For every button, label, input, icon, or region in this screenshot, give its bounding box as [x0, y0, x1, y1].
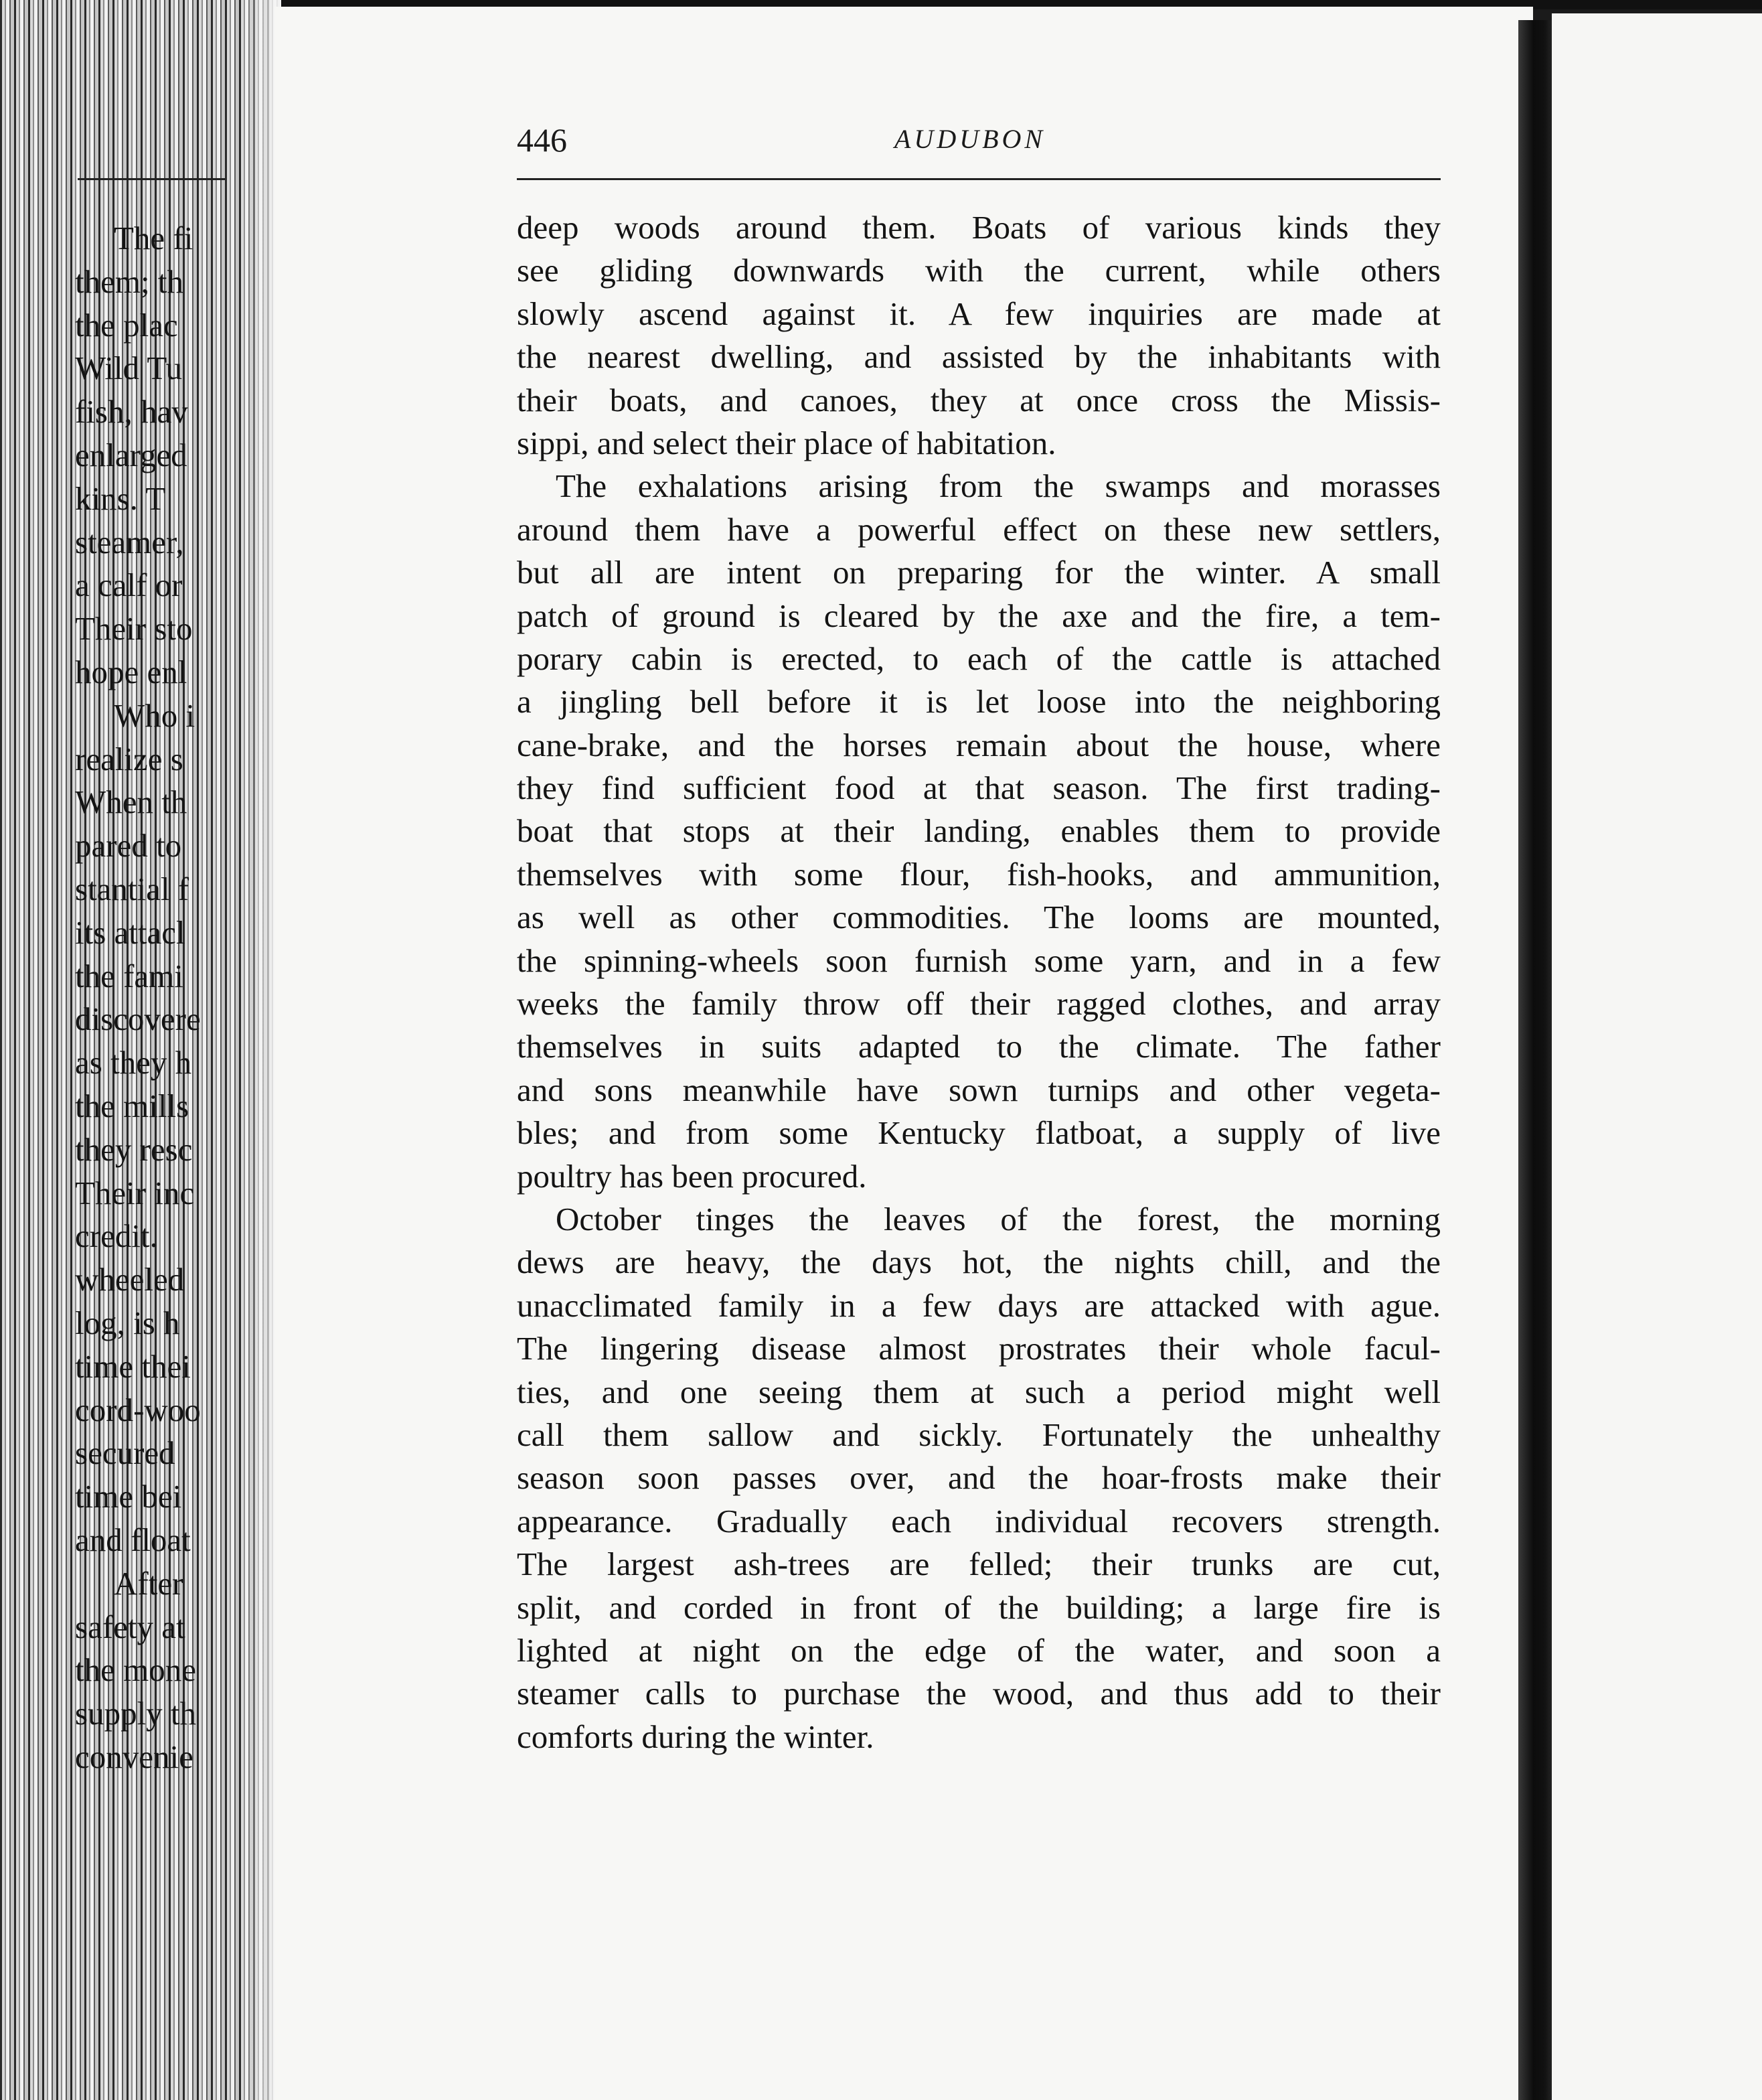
text-line: season soon passes over, and the hoar-frosts make their: [517, 1459, 1441, 1497]
text-line: boat that stops at their landing, enables them to provide: [517, 812, 1441, 850]
text-line-fragment: convenie: [75, 1738, 193, 1775]
text-line: unacclimated family in a few days are attacked with ague.: [517, 1286, 1441, 1324]
text-line-fragment: them; th: [75, 262, 183, 300]
text-line: themselves in suits adapted to the climate. The father: [517, 1028, 1441, 1065]
text-line-fragment: hope enl: [75, 653, 187, 690]
running-head: AUDUBON: [894, 124, 1046, 154]
text-line: they find sufficient food at that season. The first trading-: [517, 769, 1441, 807]
text-line: appearance. Gradually each individual recovers strength.: [517, 1502, 1441, 1540]
text-line: around them have a powerful effect on these new settlers,: [517, 510, 1441, 548]
text-line: cane-brake, and the horses remain about the house, where: [517, 726, 1441, 763]
text-line-fragment: Their inc: [75, 1174, 195, 1211]
text-line-fragment: discovere: [75, 1000, 201, 1038]
text-line-fragment: the mone: [75, 1651, 196, 1689]
text-line: lighted at night on the edge of the water, and soon a: [517, 1631, 1441, 1669]
text-line: their boats, and canoes, they at once cross the Missis-: [517, 381, 1441, 419]
text-line: The largest ash-trees are felled; their trunks are cut,: [517, 1546, 1441, 1583]
text-line-fragment: realize s: [75, 740, 183, 777]
text-line-fragment: log, is h: [75, 1304, 180, 1341]
right-page-body-text: [75, 217, 289, 1779]
text-line: but all are intent on preparing for the winter. A small: [517, 554, 1441, 591]
text-line: call them sallow and sickly. Fortunately the unhealthy: [517, 1416, 1441, 1453]
text-line-fragment: time thei: [75, 1347, 191, 1385]
text-line: slowly ascend against it. A few inquiries are made at: [517, 295, 1441, 332]
text-line-fragment: enlarged: [75, 436, 187, 473]
text-line-fragment: Wild Tu: [75, 350, 183, 387]
text-line-fragment: kins. T: [75, 479, 166, 517]
text-line-fragment: cord-woo: [75, 1391, 201, 1428]
text-line: and sons meanwhile have sown turnips and other vegeta-: [517, 1071, 1441, 1108]
text-line: dews are heavy, the days hot, the nights chill, and the: [517, 1244, 1441, 1281]
text-line-fragment: the fami: [75, 957, 183, 994]
text-line-fragment: they resc: [75, 1130, 193, 1168]
text-line: the nearest dwelling, and assisted by the inhabitants with: [517, 338, 1441, 376]
text-line: comforts during the winter.: [517, 1718, 874, 1755]
book-gutter: [1518, 20, 1556, 2100]
text-line-fragment: Their sto: [75, 610, 193, 648]
text-line-fragment: fish, hav: [75, 393, 188, 431]
header-rule: [517, 178, 1441, 180]
page-number: 446: [517, 121, 567, 159]
text-line-fragment: After: [114, 1564, 183, 1602]
text-line-fragment: a calf or: [75, 567, 183, 604]
text-line-fragment: pared to: [75, 827, 182, 865]
text-line: weeks the family throw off their ragged clothes, and array: [517, 985, 1441, 1023]
text-line-fragment: Who i: [114, 696, 195, 734]
text-line: porary cabin is erected, to each of the cattle is attached: [517, 640, 1441, 677]
text-line: bles; and from some Kentucky flatboat, a supply of live: [517, 1114, 1441, 1152]
text-line-fragment: the plac: [75, 306, 178, 344]
text-line-fragment: stantial f: [75, 870, 189, 907]
text-line: as well as other commodities. The looms are mounted,: [517, 899, 1441, 936]
right-page: [1552, 13, 1762, 2100]
text-line: split, and corded in front of the building; a large fire is: [517, 1588, 1441, 1626]
text-line-fragment: time bei: [75, 1478, 182, 1515]
text-line: a jingling bell before it is let loose into the neighboring: [517, 683, 1441, 721]
text-line-fragment: steamer,: [75, 523, 184, 560]
text-line: ties, and one seeing them at such a period might well: [517, 1373, 1441, 1410]
text-line: The lingering disease almost prostrates their whole facul-: [517, 1330, 1441, 1367]
text-line: the spinning-wheels soon furnish some yarn, and in a few: [517, 942, 1441, 979]
text-line-fragment: wheeled: [75, 1261, 185, 1298]
left-page-body-text: [517, 206, 1441, 1758]
text-line: steamer calls to purchase the wood, and thus add to their: [517, 1675, 1441, 1712]
text-line: see gliding downwards with the current, while others: [517, 252, 1441, 289]
text-line: patch of ground is cleared by the axe and the fire, a tem-: [517, 597, 1441, 634]
text-line-fragment: When th: [75, 783, 187, 821]
text-line-fragment: its attacl: [75, 913, 185, 951]
text-line: October tinges the leaves of the forest, the morning: [556, 1200, 1441, 1238]
text-line-fragment: credit.: [75, 1217, 158, 1255]
text-line-fragment: supply th: [75, 1695, 197, 1732]
text-line: sippi, and select their place of habitation.: [517, 424, 1056, 461]
text-line-fragment: safety at: [75, 1608, 185, 1645]
text-line-fragment: and float: [75, 1521, 191, 1558]
text-line: themselves with some flour, fish-hooks, and ammunition,: [517, 855, 1441, 893]
text-line: The exhalations arising from the swamps and morasses: [556, 467, 1441, 505]
text-line: poultry has been procured.: [517, 1157, 867, 1195]
text-line: deep woods around them. Boats of various kinds they: [517, 209, 1441, 246]
text-line-fragment: The fi: [114, 220, 193, 256]
text-line-fragment: secured: [75, 1434, 175, 1472]
text-line-fragment: as they h: [75, 1044, 192, 1081]
right-page-header-rule: [78, 178, 225, 180]
text-line-fragment: the mills: [75, 1087, 189, 1124]
